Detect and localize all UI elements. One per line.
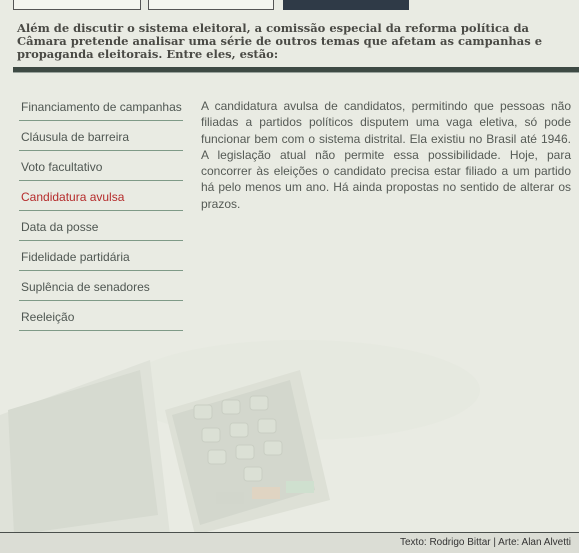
menu-item-fidelidade[interactable]: Fidelidade partidária — [19, 241, 183, 271]
menu-item-financiamento[interactable]: Financiamento de campanhas — [19, 91, 183, 121]
top-tab-bar — [0, 0, 579, 12]
top-tab-2[interactable] — [148, 0, 274, 10]
menu-item-clausula[interactable]: Cláusula de barreira — [19, 121, 183, 151]
credits-text: Texto: Rodrigo Bittar | Arte: Alan Alvetti — [399, 537, 571, 548]
voting-machine-illustration — [0, 330, 579, 535]
topics-menu — [19, 91, 183, 331]
menu-item-suplencia[interactable]: Suplência de senadores — [19, 271, 183, 301]
footer-bar — [0, 532, 579, 553]
top-tab-3[interactable] — [283, 0, 409, 10]
menu-item-reeleicao[interactable]: Reeleição — [19, 301, 183, 331]
intro-text: Além de discutir o sistema eleitoral, a comissão especial da reforma política da Câmara pretende analisar uma série de outros temas que afetam as campanhas e propaganda eleitorais. Entre eles, estão: — [17, 21, 543, 61]
top-tab-1[interactable] — [13, 0, 141, 10]
topic-description: A candidatura avulsa de candidatos, permitindo que pessoas não filiadas a partidos políticos disputem uma vaga eletiva, só pode funcionar bem com o sistema distrital. Ela existiu no Brasil até 1946. A legislação atual não permite essa possibilidade. Hoje, para concorrer às eleições o candidato precisa estar filiado a um partido há pelo menos um ano. Há ainda propostas no sentido de alterar os prazos. — [201, 99, 571, 211]
menu-item-voto[interactable]: Voto facultativo — [19, 151, 183, 181]
menu-item-candidatura[interactable]: Candidatura avulsa — [19, 181, 183, 211]
menu-item-data-posse[interactable]: Data da posse — [19, 211, 183, 241]
section-divider — [13, 67, 579, 73]
